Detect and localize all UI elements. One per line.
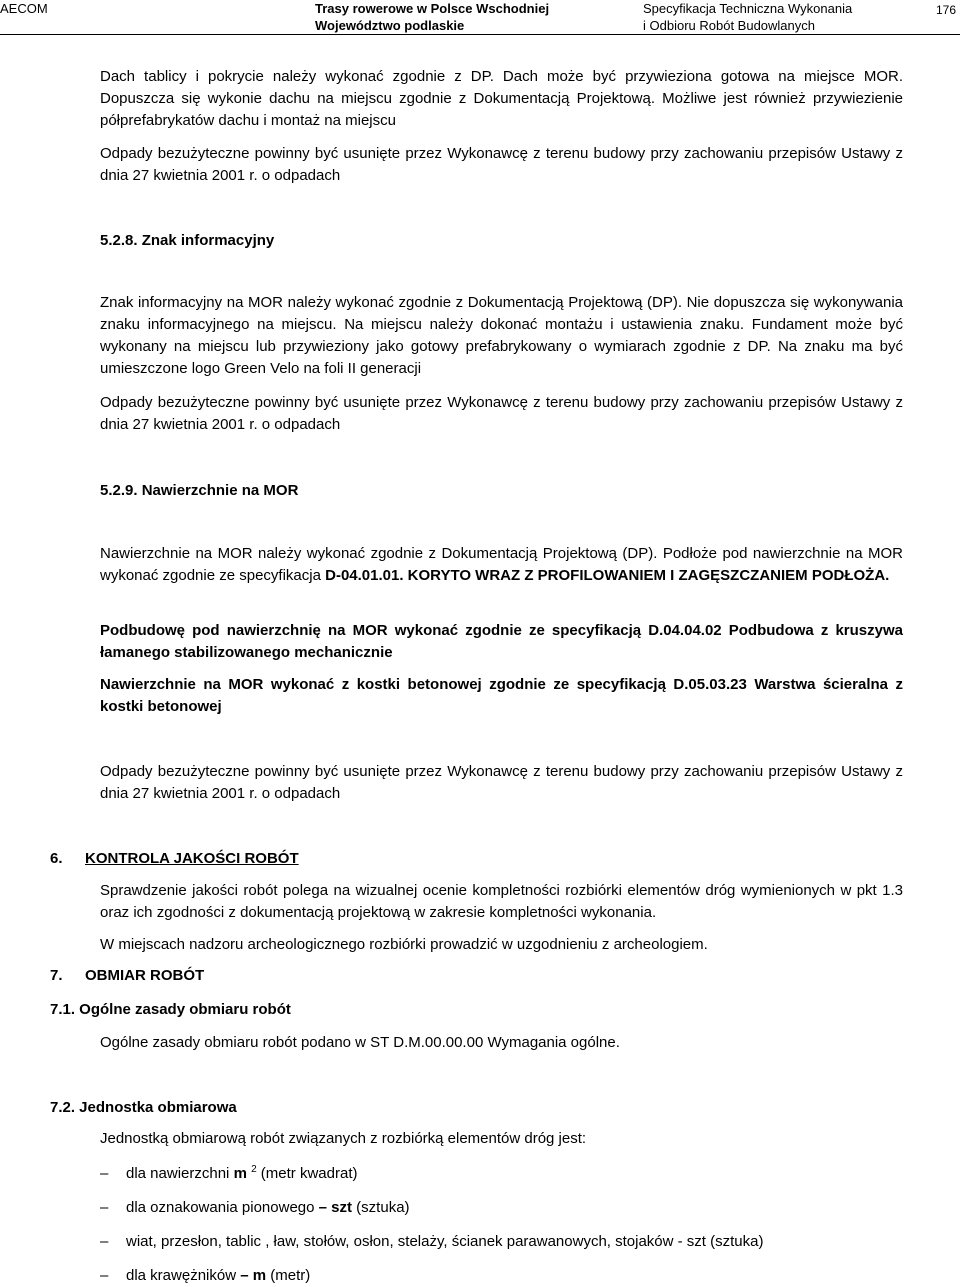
header-region: Województwo podlaskie <box>315 18 465 33</box>
header-divider <box>0 34 960 35</box>
section-title-7: OBMIAR ROBÓT <box>85 967 205 984</box>
subbase-paragraph: Podbudowę pod nawierzchnię na MOR wykonać zgodnie ze specyfikacją D.04.04.02 Podbudowa z kruszywa łamanego stabilizowanego mechanicznie <box>100 622 903 661</box>
archaeology-paragraph: W miejscach nadzoru archeologicznego rozbiórki prowadzić w uzgodnieniu z archeologiem. <box>100 936 708 953</box>
section-heading-71: 7.1. Ogólne zasady obmiaru robót <box>50 1001 291 1018</box>
item-unit-superscript: 2 <box>251 1164 257 1175</box>
waste-paragraph-1: Odpady bezużyteczne powinny być usunięte przez Wykonawcę z terenu budowy przy zachowaniu przepisów Ustawy z dnia 27 kwietnia 2001 r. o odpadach <box>100 145 903 184</box>
header-project <box>315 0 549 34</box>
list-dash: – <box>100 1267 109 1284</box>
surface-text: Nawierzchnie na MOR należy wykonać zgodnie z Dokumentacją Projektową (DP). Podłoże pod nawierzchnie na MOR wykonać zgodnie ze specyfikacja <box>100 545 903 584</box>
list-dash: – <box>100 1233 109 1250</box>
list-dash: – <box>100 1165 109 1182</box>
section-heading-529: 5.2.9. Nawierzchnie na MOR <box>100 482 299 499</box>
page-number: 176 <box>936 3 957 17</box>
waste-paragraph-3: Odpady bezużyteczne powinny być usunięte przez Wykonawcę z terenu budowy przy zachowaniu przepisów Ustawy z dnia 27 kwietnia 2001 r. o odpadach <box>100 763 903 802</box>
sign-paragraph: Znak informacyjny na MOR należy wykonać zgodnie z Dokumentacją Projektową (DP). Nie dopuszcza się wykonywania znaku informacyjnego na miejscu. Na miejscu należy dokonać montażu i ustawienia znaku. Fundament może być wykonany na miejscu lub przywieziony jako gotowy prefabrykowany o wymiarach zgodnie z DP. Na znaku ma być umieszczone logo Green Velo na foli II generacji <box>100 294 903 377</box>
page-header <box>0 0 960 34</box>
section-heading-72: 7.2. Jednostka obmiarowa <box>50 1099 237 1116</box>
quality-paragraph: Sprawdzenie jakości robót polega na wizualnej ocenie kompletności rozbiórki elementów dróg wymienionych w pkt 1.3 oraz ich zgodności z dokumentacją projektową w zakresie kompletności wykonania. <box>100 882 903 921</box>
paving-paragraph: Nawierzchnie na MOR wykonać z kostki betonowej zgodnie ze specyfikacją D.05.03.23 Warstwa ścieralna z kostki betonowej <box>100 676 903 715</box>
surface-paragraph <box>100 543 903 587</box>
item-unit-desc: (metr) <box>266 1267 311 1284</box>
section-title-6: KONTROLA JAKOŚCI ROBÓT <box>85 850 299 867</box>
item-unit: – szt <box>318 1199 353 1216</box>
unit-intro-paragraph: Jednostką obmiarową robót związanych z rozbiórką elementów dróg jest: <box>100 1130 587 1147</box>
list-dash: – <box>100 1199 109 1216</box>
section-number-6: 6. <box>50 850 63 867</box>
item-unit-desc: (metr kwadrat) <box>256 1165 358 1182</box>
surface-spec-ref: D-04.01.01. KORYTO WRAZ Z PROFILOWANIEM I ZAGĘSZCZANIEM PODŁOŻA. <box>325 567 890 584</box>
section-heading-528: 5.2.8. Znak informacyjny <box>100 232 275 249</box>
item-text: dla krawężników <box>126 1267 241 1284</box>
header-spec-line2: i Odbioru Robót Budowlanych <box>643 18 815 33</box>
header-company: AECOM <box>0 1 48 16</box>
roof-paragraph: Dach tablicy i pokrycie należy wykonać zgodnie z DP. Dach może być przywieziona gotowa na miejsce MOR. Dopuszcza się wykonie dachu na miejscu zgodnie z Dokumentacją Projektową. Możliwe jest również przywiezienie półprefabrykatów dachu i montaż na miejscu <box>100 68 903 129</box>
waste-paragraph-2: Odpady bezużyteczne powinny być usunięte przez Wykonawcę z terenu budowy przy zachowaniu przepisów Ustawy z dnia 27 kwietnia 2001 r. o odpadach <box>100 394 903 433</box>
item-text: dla nawierzchni <box>126 1165 234 1182</box>
item-text: dla oznakowania pionowego <box>126 1199 319 1216</box>
header-spec-line1: Specyfikacja Techniczna Wykonania <box>643 1 853 16</box>
item-unit: m <box>233 1165 247 1182</box>
header-project-title: Trasy rowerowe w Polsce Wschodniej <box>315 1 550 16</box>
measurement-rules-paragraph: Ogólne zasady obmiaru robót podano w ST D.M.00.00.00 Wymagania ogólne. <box>100 1034 620 1051</box>
header-spec <box>643 0 852 34</box>
section-number-7: 7. <box>50 967 63 984</box>
item-text: wiat, przesłon, tablic , ław, stołów, osłon, stelaży, ścianek parawanowych, stojaków - szt (sztuka) <box>126 1233 764 1250</box>
item-unit-desc: (sztuka) <box>352 1199 410 1216</box>
item-unit: – m <box>240 1267 267 1284</box>
